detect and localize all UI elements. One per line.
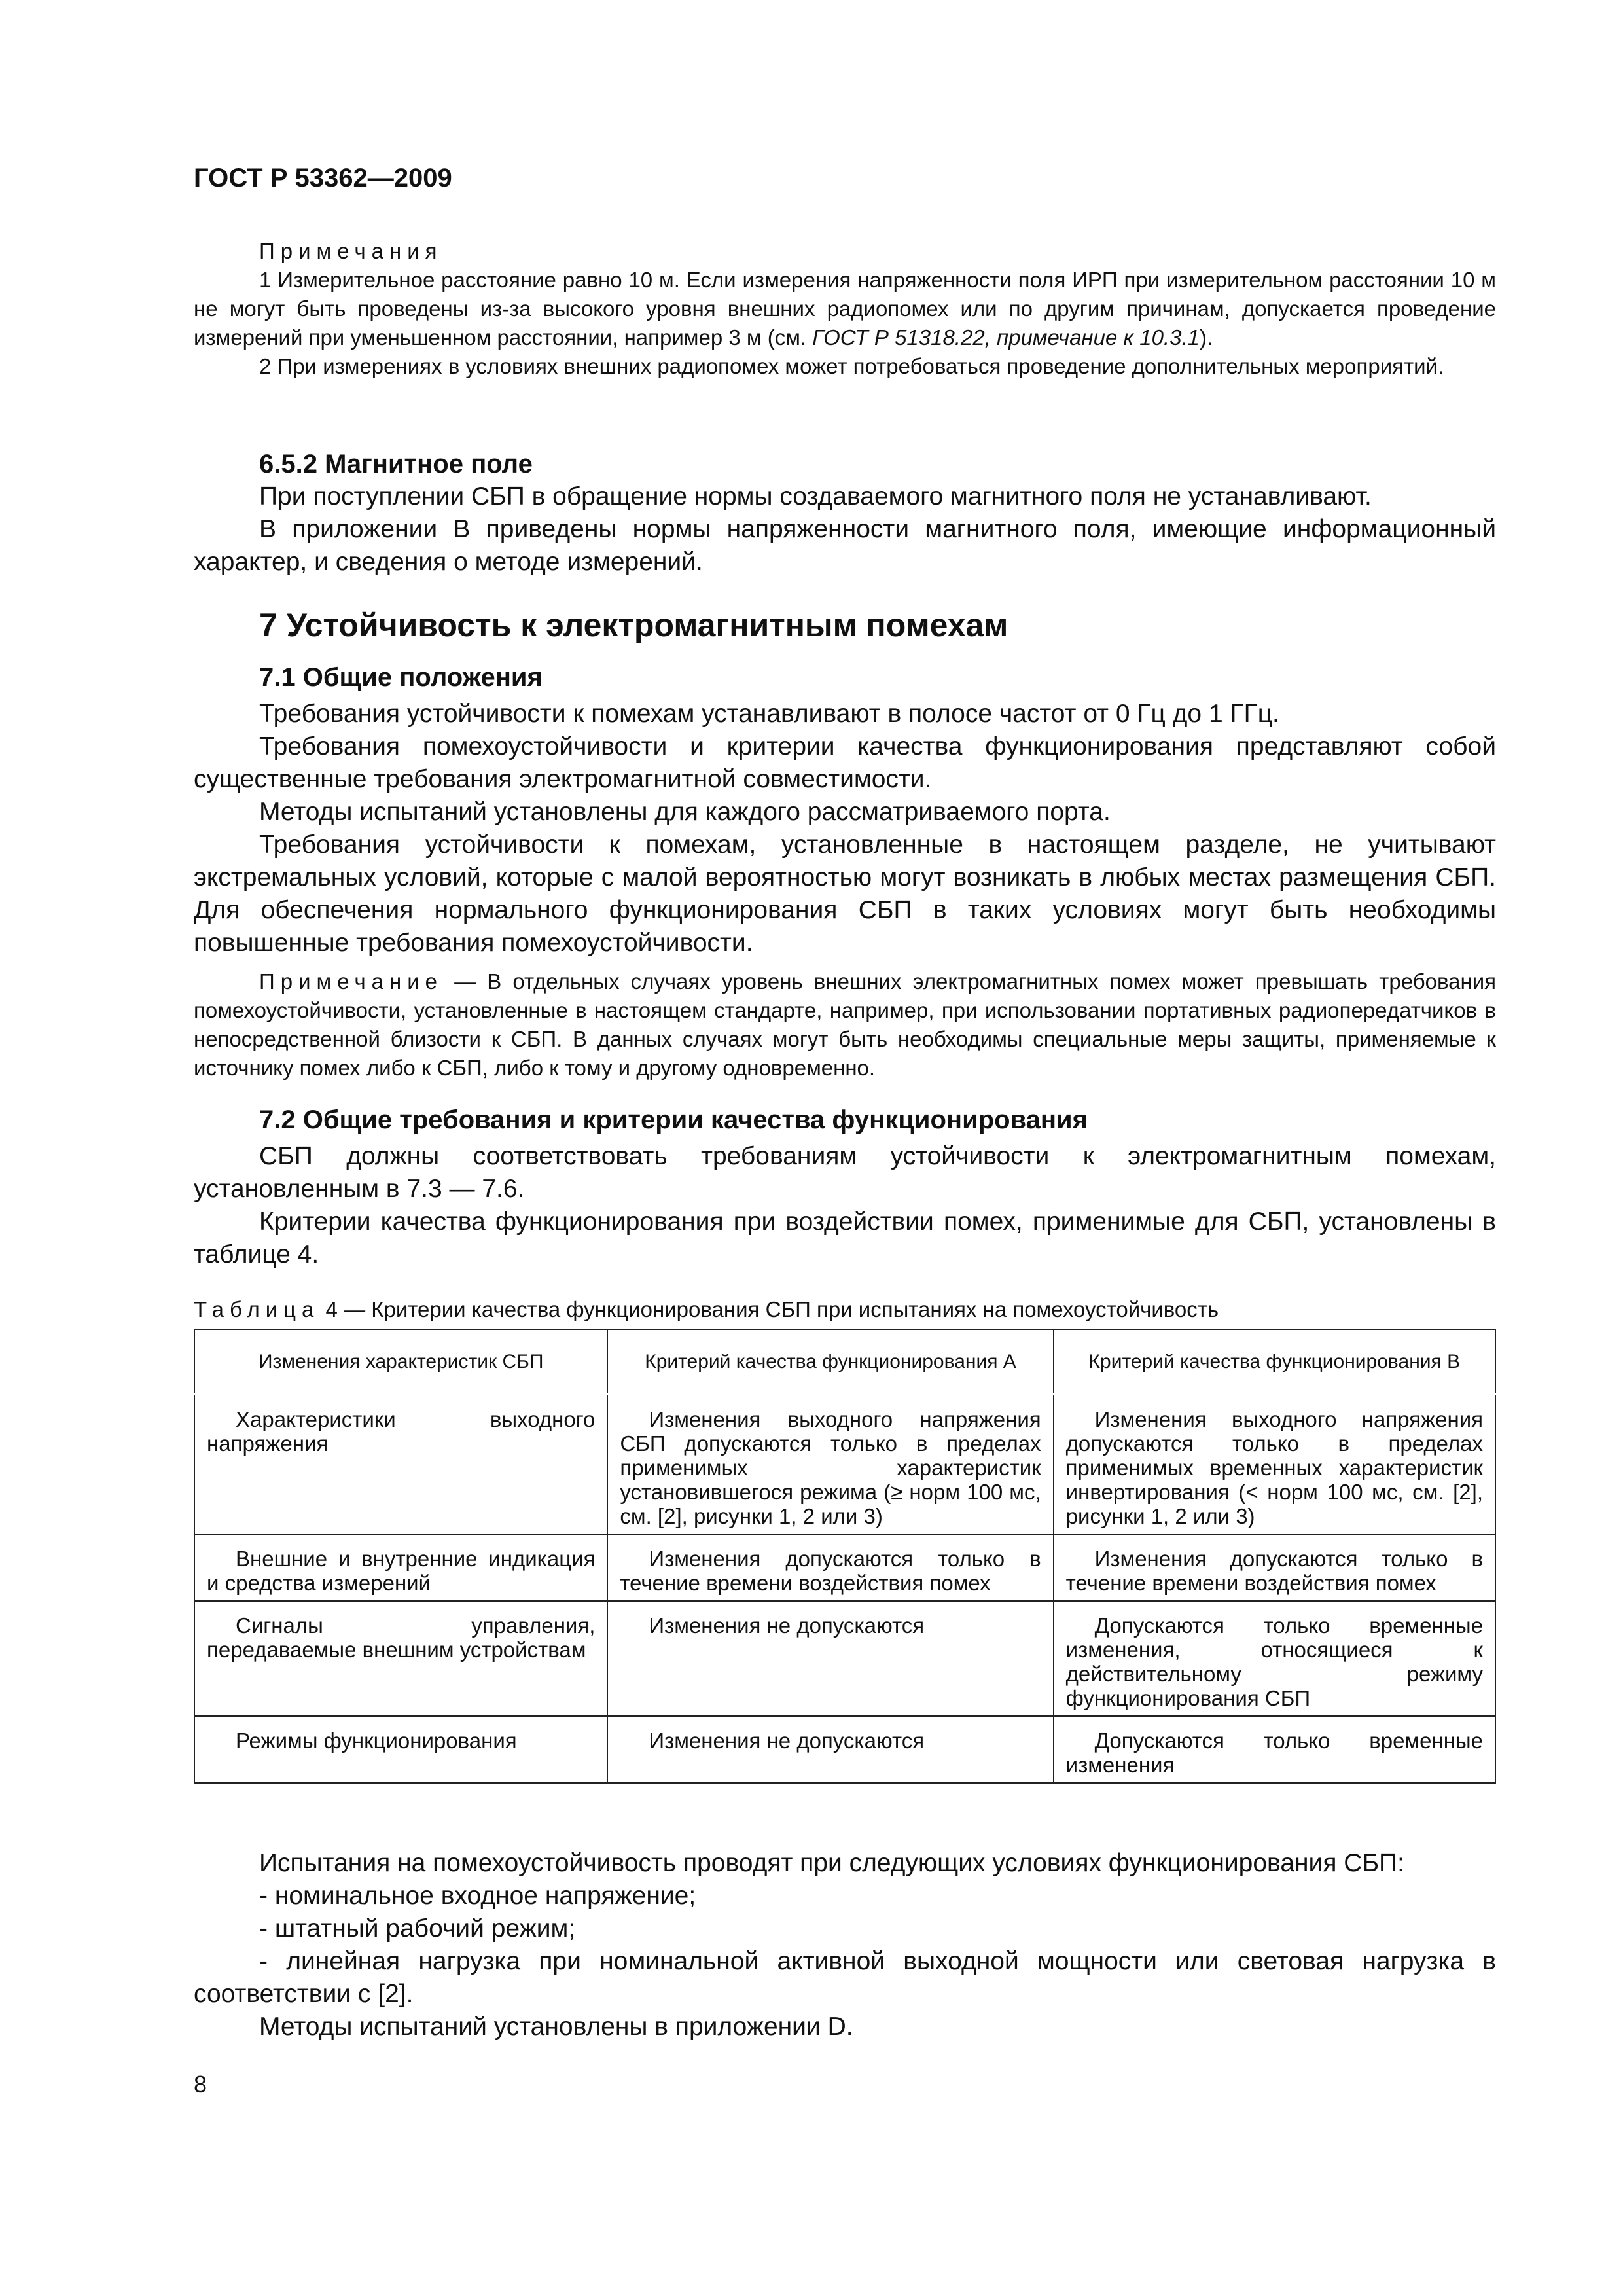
paragraph: СБП должны соответствовать требованиям устойчивости к электромагнитным помехам, установленным в 7.3 — 7.6. [194, 1142, 1496, 1203]
table-row [194, 1394, 1495, 1534]
table-cell: Изменения допускаются только в течение времени воздействия помех [1054, 1534, 1495, 1601]
paragraph: Методы испытаний установлены в приложении D. [259, 2013, 853, 2041]
table-cell: Изменения не допускаются [607, 1716, 1053, 1783]
table-row [194, 1601, 1495, 1716]
paragraph: Требования устойчивости к помехам устанавливают в полосе частот от 0 Гц до 1 ГГц. [259, 700, 1279, 728]
criteria-table [194, 1329, 1496, 1784]
table-cell: Изменения допускаются только в течение времени воздействия помех [607, 1534, 1053, 1601]
section-heading: 7.2 Общие требования и критерии качества функционирования [259, 1105, 1088, 1134]
document-header: ГОСТ Р 53362—2009 [194, 164, 452, 192]
page-number: 8 [194, 2071, 207, 2098]
note-1: 1 Измерительное расстояние равно 10 м. Если измерения напряженности поля ИРП при измерительном расстоянии 10 м не могут быть проведены из-за высокого уровня внешних радиопомех или по другим причинам, допускается проведение измерений при уменьшенном расстоянии, например 3 м (см. ГОСТ Р 51318.22, примечание к 10.3.1). [194, 268, 1496, 350]
section-6-5-2 [194, 448, 1496, 579]
paragraph: Требования устойчивости к помехам, установленные в настоящем разделе, не учитывают экстремальных условий, которые с малой вероятностью могут возникать в любых местах размещения СБП. Для обеспечения нормального функционирования СБП в таких условиях могут быть необходимы повышенные требования помехоустойчивости. [194, 831, 1496, 957]
paragraph: При поступлении СБП в обращение нормы создаваемого магнитного поля не устанавливают. [259, 482, 1372, 511]
section-7-1 [194, 661, 1496, 1083]
table-cell: Допускаются только временные изменения [1054, 1716, 1495, 1783]
paragraph: Требования помехоустойчивости и критерии качества функционирования представляют собой существенные требования электромагнитной совместимости. [194, 732, 1496, 793]
table-caption: Таблица 4 — Критерии качества функционирования СБП при испытаниях на помехоустойчивость [194, 1297, 1219, 1321]
table-row [194, 1716, 1495, 1783]
table-header-cell: Критерий качества функционирования В [1054, 1329, 1495, 1394]
table-cell: Изменения выходного напряжения допускаются только в пределах применимых временных характеристик инвертирования (< норм 100 мс, см. [2], рисунки 1, 2 или 3) [1054, 1394, 1495, 1534]
list-item: - номинальное входное напряжение; [259, 1882, 696, 1910]
notes-block [194, 237, 1496, 381]
notes-title: Примечания [259, 239, 443, 263]
table-cell: Внешние и внутренние индикация и средства измерений [194, 1534, 607, 1601]
table-cell: Изменения выходного напряжения СБП допускаются только в пределах применимых характеристик установившегося режима (≥ норм 100 мс, см. [2], рисунки 1, 2 или 3) [607, 1394, 1053, 1534]
section-note: Примечание — В отдельных случаях уровень внешних электромагнитных помех может превышать требования помехоустойчивости, установленные в настоящем стандарте, например, при использовании портативных радиопередатчиков в непосредственной близости к СБП. В данных случаях могут быть необходимы специальные меры защиты, применяемые к источнику помех либо к СБП, либо к тому и другому одновременно. [194, 969, 1496, 1080]
paragraph: Испытания на помехоустойчивость проводят при следующих условиях функционирования СБП: [259, 1849, 1404, 1877]
table-cell: Допускаются только временные изменения, относящиеся к действительному режиму функционирования СБП [1054, 1601, 1495, 1716]
note-1-reference: ГОСТ Р 51318.22, примечание к 10.3.1 [812, 325, 1200, 350]
table-cell: Режимы функционирования [194, 1716, 607, 1783]
section-7-2 [194, 1103, 1496, 1271]
chapter-heading: 7 Устойчивость к электромагнитным помехам [259, 607, 1008, 643]
table-cell: Сигналы управления, передаваемые внешним устройствам [194, 1601, 607, 1716]
paragraph: В приложении В приведены нормы напряженности магнитного поля, имеющие информационный характер, и сведения о методе измерений. [194, 515, 1496, 576]
section-heading: 6.5.2 Магнитное поле [259, 450, 533, 478]
paragraph: Критерии качества функционирования при воздействии помех, применимые для СБП, установлены в таблице 4. [194, 1208, 1496, 1268]
section-7 [194, 609, 1496, 641]
list-item: - линейная нагрузка при номинальной активной выходной мощности или световая нагрузка в соответствии с [2]. [194, 1947, 1496, 2008]
section-heading: 7.1 Общие положения [259, 663, 543, 692]
table-cell: Характеристики выходного напряжения [194, 1394, 607, 1534]
paragraph: Методы испытаний установлены для каждого рассматриваемого порта. [259, 798, 1111, 826]
table-header-cell: Изменения характеристик СБП [194, 1329, 607, 1394]
table-cell: Изменения не допускаются [607, 1601, 1053, 1716]
list-item: - штатный рабочий режим; [259, 1914, 576, 1943]
table-header-row [194, 1329, 1495, 1394]
table-row [194, 1534, 1495, 1601]
table-header-cell: Критерий качества функционирования А [607, 1329, 1053, 1394]
test-conditions [194, 1847, 1496, 2043]
note-2: 2 При измерениях в условиях внешних радиопомех может потребоваться проведение дополнительных мероприятий. [259, 354, 1444, 378]
